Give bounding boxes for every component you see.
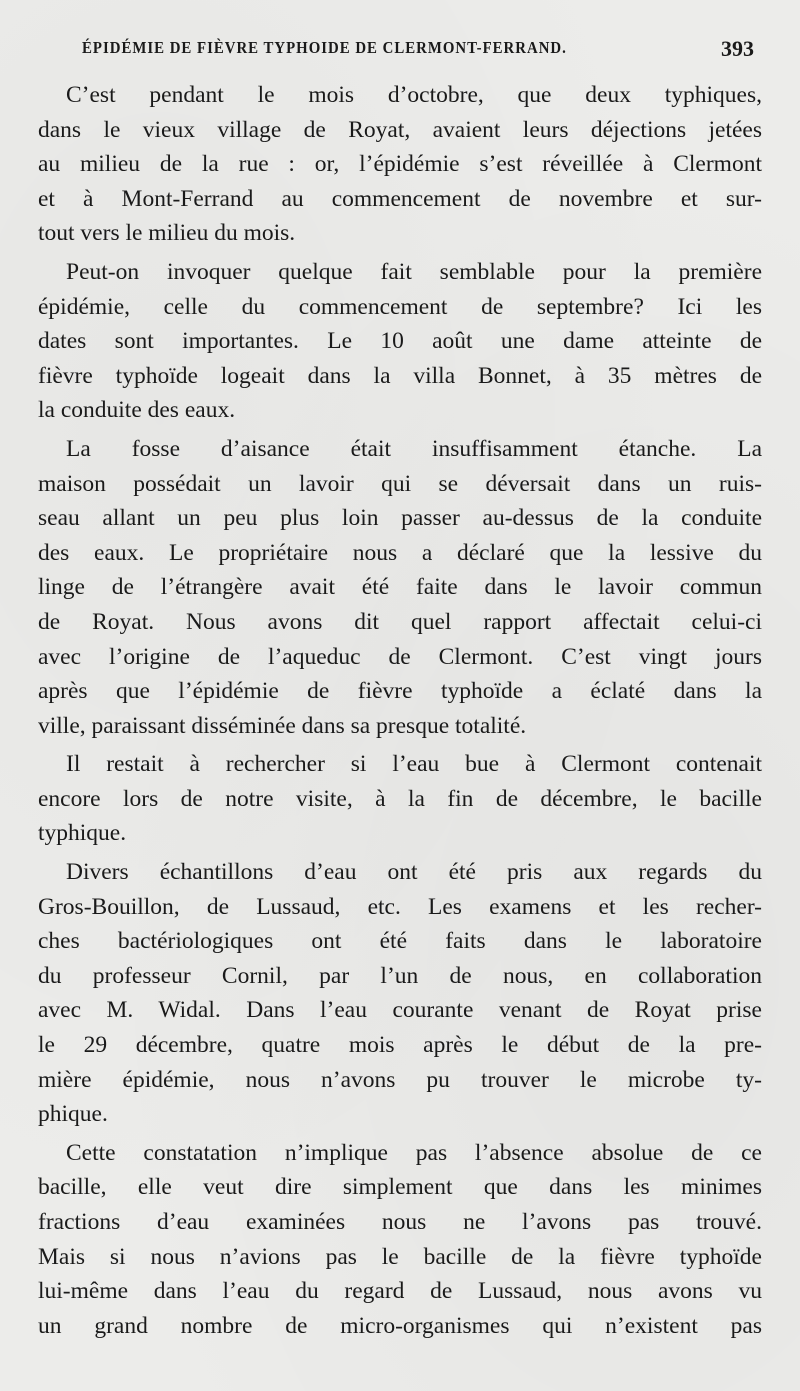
text-line: dates sont importantes. Le 10 août une dame atteinte de	[38, 328, 762, 355]
paragraph	[38, 255, 762, 428]
text-line: le 29 décembre, quatre mois après le début de la pre-	[38, 1032, 762, 1059]
text-line: ville, paraissant disséminée dans sa presque totalité.	[38, 712, 527, 739]
running-title: ÉPIDÉMIE DE FIÈVRE TYPHOIDE DE CLERMONT-FERRAND.	[82, 38, 567, 57]
text-line: dans le vieux village de Royat, avaient leurs déjections jetées	[38, 116, 762, 143]
text-line: de Royat. Nous avons dit quel rapport affectait celui-ci	[38, 608, 762, 635]
text-line: phique.	[38, 1101, 108, 1128]
text-line: la conduite des eaux.	[38, 397, 236, 424]
text-line: après que l’épidémie de fièvre typhoïde a éclaté dans la	[38, 678, 762, 705]
text-line: et à Mont-Ferrand au commencement de novembre et sur-	[38, 185, 762, 212]
text-line: maison possédait un lavoir qui se déversait dans un ruis-	[38, 470, 762, 497]
text-line: Mais si nous n’avions pas le bacille de la fièvre typhoïde	[38, 1243, 762, 1270]
page-number: 393	[721, 36, 754, 61]
text-line: Cette constatation n’implique pas l’absence absolue de ce	[66, 1139, 762, 1166]
running-head	[82, 36, 754, 66]
text-line: ches bactériologiques ont été faits dans le laboratoire	[38, 928, 762, 955]
paragraph	[38, 432, 762, 743]
text-line: Il restait à rechercher si l’eau bue à Clermont contenait	[66, 751, 762, 778]
paragraph	[38, 1136, 762, 1344]
body-text	[38, 78, 762, 1343]
text-line: linge de l’étrangère avait été faite dans le lavoir commun	[38, 574, 762, 601]
text-line: Gros-Bouillon, de Lussaud, etc. Les examens et les recher-	[38, 893, 762, 920]
text-line: des eaux. Le propriétaire nous a déclaré que la lessive du	[38, 539, 762, 566]
paragraph	[38, 747, 762, 851]
text-line: au milieu de la rue : or, l’épidémie s’est réveillée à Clermont	[38, 151, 762, 178]
text-line: La fosse d’aisance était insuffisamment étanche. La	[66, 435, 762, 462]
text-line: épidémie, celle du commencement de septembre? Ici les	[38, 293, 762, 320]
text-line: lui-même dans l’eau du regard de Lussaud, nous avons vu	[38, 1278, 762, 1305]
text-line: typhique.	[38, 820, 127, 847]
paragraph	[38, 78, 762, 251]
text-line: Peut-on invoquer quelque fait semblable pour la première	[66, 258, 762, 285]
text-line: seau allant un peu plus loin passer au-dessus de la conduite	[38, 505, 762, 532]
paragraph	[38, 855, 762, 1132]
text-line: du professeur Cornil, par l’un de nous, en collaboration	[38, 962, 762, 989]
text-line: Divers échantillons d’eau ont été pris aux regards du	[66, 859, 762, 886]
text-line: bacille, elle veut dire simplement que dans les minimes	[38, 1174, 762, 1201]
text-line: avec M. Widal. Dans l’eau courante venant de Royat prise	[38, 997, 762, 1024]
text-line: avec l’origine de l’aqueduc de Clermont. C’est vingt jours	[38, 643, 762, 670]
text-line: un grand nombre de micro-organismes qui n’existent pas	[38, 1312, 762, 1339]
text-line: fièvre typhoïde logeait dans la villa Bonnet, à 35 mètres de	[38, 362, 762, 389]
text-line: tout vers le milieu du mois.	[38, 220, 296, 247]
text-line: C’est pendant le mois d’octobre, que deux typhiques,	[66, 82, 762, 108]
text-line: encore lors de notre visite, à la fin de décembre, le bacille	[38, 785, 762, 812]
text-line: mière épidémie, nous n’avons pu trouver le microbe ty-	[38, 1066, 762, 1093]
text-line: fractions d’eau examinées nous ne l’avons pas trouvé.	[38, 1209, 762, 1235]
